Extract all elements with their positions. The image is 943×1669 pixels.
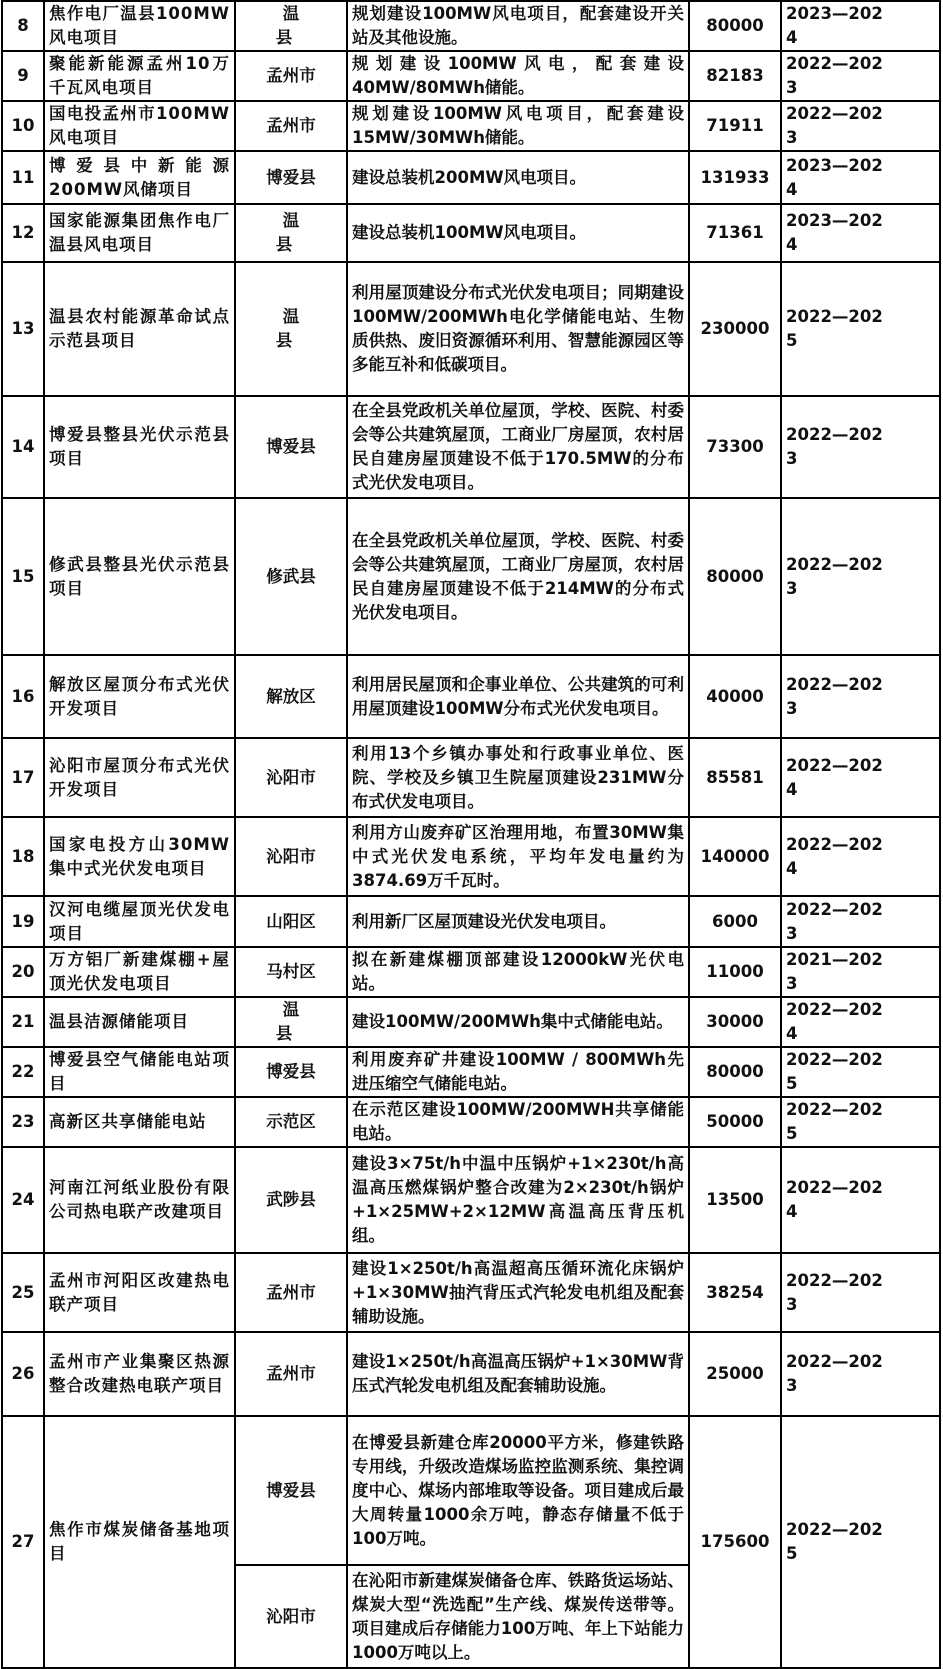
project-name: 博爱县中新能源200MW风储项目	[44, 151, 235, 204]
project-amount: 13500	[689, 1147, 781, 1253]
table-row	[2, 1332, 940, 1416]
row-number: 24	[2, 1147, 44, 1253]
project-period: 2022—202 5	[781, 1416, 940, 1668]
project-area: 孟州市	[235, 101, 347, 151]
row-number: 20	[2, 947, 44, 997]
table-row	[2, 101, 940, 151]
row-number: 10	[2, 101, 44, 151]
project-content: 建设总装机200MW风电项目。	[347, 151, 689, 204]
project-area: 博爱县	[235, 1416, 347, 1565]
project-period: 2021—202 3	[781, 947, 940, 997]
project-period: 2022—202 4	[781, 817, 940, 896]
project-content: 建设3×75t/h中温中压锅炉+1×230t/h高温高压燃煤锅炉整合改建为2×230t/h锅炉+1×25MW+2×12MW高温高压背压机组。	[347, 1147, 689, 1253]
project-area: 温 县	[235, 262, 347, 396]
project-period: 2022—202 5	[781, 262, 940, 396]
row-number: 21	[2, 997, 44, 1047]
row-number: 13	[2, 262, 44, 396]
project-name: 修武县整县光伏示范县项目	[44, 498, 235, 655]
project-area: 温 县	[235, 204, 347, 262]
table-row	[2, 498, 940, 655]
project-period: 2022—202 4	[781, 738, 940, 817]
row-number: 18	[2, 817, 44, 896]
project-period: 2022—202 3	[781, 896, 940, 947]
table-row	[2, 1416, 940, 1565]
row-number: 9	[2, 51, 44, 101]
row-number: 8	[2, 1, 44, 51]
project-period: 2022—202 3	[781, 498, 940, 655]
row-number: 22	[2, 1047, 44, 1097]
table-row	[2, 997, 940, 1047]
project-period: 2022—202 4	[781, 1147, 940, 1253]
project-content: 利用居民屋顶和企事业单位、公共建筑的可利用屋顶建设100MW分布式光伏发电项目。	[347, 655, 689, 738]
project-name: 沁阳市屋顶分布式光伏开发项目	[44, 738, 235, 817]
row-number: 16	[2, 655, 44, 738]
project-name: 汉河电缆屋顶光伏发电项目	[44, 896, 235, 947]
table-row	[2, 655, 940, 738]
table-row	[2, 1147, 940, 1253]
project-amount: 25000	[689, 1332, 781, 1416]
project-period: 2023—202 4	[781, 204, 940, 262]
project-area: 沁阳市	[235, 738, 347, 817]
project-content: 在博爱县新建仓库20000平方米，修建铁路专用线，升级改造煤场监控监测系统、集控调度中心、煤场内部堆取等设备。项目建成后最大周转量1000余万吨，静态存储量不低于100万吨。	[347, 1416, 689, 1565]
project-name: 焦作市煤炭储备基地项目	[44, 1416, 235, 1668]
project-amount: 82183	[689, 51, 781, 101]
project-content: 规划建设100MW风电项目，配套建设开关站及其他设施。	[347, 1, 689, 51]
project-name: 温县农村能源革命试点示范县项目	[44, 262, 235, 396]
project-amount: 71911	[689, 101, 781, 151]
project-name: 解放区屋顶分布式光伏开发项目	[44, 655, 235, 738]
project-content: 在全县党政机关单位屋顶，学校、医院、村委会等公共建筑屋顶，工商业厂房屋顶，农村居民自建房屋顶建设不低于214MW的分布式光伏发电项目。	[347, 498, 689, 655]
project-area: 温 县	[235, 1, 347, 51]
project-area: 武陟县	[235, 1147, 347, 1253]
project-content: 利用13个乡镇办事处和行政事业单位、医院、学校及乡镇卫生院屋顶建设231MW分布式伏发电项目。	[347, 738, 689, 817]
project-area: 博爱县	[235, 396, 347, 498]
project-period: 2022—202 3	[781, 396, 940, 498]
project-area: 孟州市	[235, 51, 347, 101]
project-period: 2023—202 4	[781, 151, 940, 204]
project-period: 2022—202 3	[781, 1253, 940, 1332]
project-content: 建设100MW/200MWh集中式储能电站。	[347, 997, 689, 1047]
table-row	[2, 396, 940, 498]
table-row	[2, 738, 940, 817]
project-amount: 71361	[689, 204, 781, 262]
project-area: 解放区	[235, 655, 347, 738]
project-amount: 50000	[689, 1097, 781, 1147]
table-row	[2, 817, 940, 896]
project-amount: 6000	[689, 896, 781, 947]
project-area: 博爱县	[235, 1047, 347, 1097]
project-name: 聚能新能源孟州10万千瓦风电项目	[44, 51, 235, 101]
project-content: 利用废弃矿井建设100MW / 800MWh先进压缩空气储能电站。	[347, 1047, 689, 1097]
project-name: 国家能源集团焦作电厂温县风电项目	[44, 204, 235, 262]
project-amount: 140000	[689, 817, 781, 896]
project-amount: 40000	[689, 655, 781, 738]
project-amount: 80000	[689, 1047, 781, 1097]
project-area: 博爱县	[235, 151, 347, 204]
project-content: 利用方山废弃矿区治理用地，布置30MW集中式光伏发电系统，平均年发电量约为3874.69万千瓦时。	[347, 817, 689, 896]
table-row	[2, 1047, 940, 1097]
project-amount: 131933	[689, 151, 781, 204]
project-content: 规划建设100MW风电项目，配套建设15MW/30MWh储能。	[347, 101, 689, 151]
row-number: 27	[2, 1416, 44, 1668]
project-content: 在全县党政机关单位屋顶，学校、医院、村委会等公共建筑屋顶，工商业厂房屋顶，农村居民自建房屋顶建设不低于170.5MW的分布式光伏发电项目。	[347, 396, 689, 498]
project-amount: 73300	[689, 396, 781, 498]
project-area: 孟州市	[235, 1332, 347, 1416]
table-row	[2, 1097, 940, 1147]
project-content: 利用屋顶建设分布式光伏发电项目；同期建设100MW/200MWh电化学储能电站、生物质供热、废旧资源循环利用、智慧能源园区等多能互补和低碳项目。	[347, 262, 689, 396]
project-name: 国家电投方山30MW集中式光伏发电项目	[44, 817, 235, 896]
row-number: 23	[2, 1097, 44, 1147]
project-period: 2022—202 5	[781, 1097, 940, 1147]
project-period: 2022—202 3	[781, 1332, 940, 1416]
project-area: 沁阳市	[235, 1565, 347, 1668]
row-number: 19	[2, 896, 44, 947]
project-area: 温 县	[235, 997, 347, 1047]
project-period: 2022—202 3	[781, 655, 940, 738]
project-name: 孟州市产业集聚区热源整合改建热电联产项目	[44, 1332, 235, 1416]
table-row	[2, 204, 940, 262]
project-period: 2022—202 3	[781, 101, 940, 151]
project-area: 修武县	[235, 498, 347, 655]
table-row	[2, 1253, 940, 1332]
row-number: 25	[2, 1253, 44, 1332]
project-amount: 80000	[689, 1, 781, 51]
project-amount: 38254	[689, 1253, 781, 1332]
project-name: 博爱县整县光伏示范县项目	[44, 396, 235, 498]
project-amount: 85581	[689, 738, 781, 817]
project-content: 建设总装机100MW风电项目。	[347, 204, 689, 262]
table-row	[2, 947, 940, 997]
project-period: 2023—202 4	[781, 1, 940, 51]
project-area: 沁阳市	[235, 817, 347, 896]
table-row	[2, 151, 940, 204]
project-amount: 30000	[689, 997, 781, 1047]
table-row	[2, 51, 940, 101]
project-content: 在示范区建设100MW/200MWH共享储能电站。	[347, 1097, 689, 1147]
project-name: 河南江河纸业股份有限公司热电联产改建项目	[44, 1147, 235, 1253]
project-period: 2022—202 3	[781, 51, 940, 101]
project-name: 焦作电厂温县100MW风电项目	[44, 1, 235, 51]
table-row	[2, 262, 940, 396]
project-amount: 175600	[689, 1416, 781, 1668]
project-content: 建设1×250t/h高温超高压循环流化床锅炉+1×30MW抽汽背压式汽轮发电机组及配套辅助设施。	[347, 1253, 689, 1332]
project-area: 示范区	[235, 1097, 347, 1147]
project-name: 国电投孟州市100MW风电项目	[44, 101, 235, 151]
project-amount: 11000	[689, 947, 781, 997]
project-name: 温县洁源储能项目	[44, 997, 235, 1047]
project-content: 在沁阳市新建煤炭储备仓库、铁路货运场站、煤炭大型“洗选配”生产线、煤炭传送带等。项目建成后存储能力100万吨、年上下站能力1000万吨以上。	[347, 1565, 689, 1668]
project-name: 孟州市河阳区改建热电联产项目	[44, 1253, 235, 1332]
project-amount: 80000	[689, 498, 781, 655]
table-row	[2, 896, 940, 947]
row-number: 12	[2, 204, 44, 262]
table-row	[2, 1, 940, 51]
project-period: 2022—202 4	[781, 997, 940, 1047]
project-name: 万方铝厂新建煤棚+屋顶光伏发电项目	[44, 947, 235, 997]
project-content: 规划建设100MW风电，配套建设40MW/80MWh储能。	[347, 51, 689, 101]
project-area: 马村区	[235, 947, 347, 997]
project-name: 博爱县空气储能电站项目	[44, 1047, 235, 1097]
row-number: 15	[2, 498, 44, 655]
row-number: 26	[2, 1332, 44, 1416]
project-area: 山阳区	[235, 896, 347, 947]
project-content: 建设1×250t/h高温高压锅炉+1×30MW背压式汽轮发电机组及配套辅助设施。	[347, 1332, 689, 1416]
project-area: 孟州市	[235, 1253, 347, 1332]
row-number: 14	[2, 396, 44, 498]
project-period: 2022—202 5	[781, 1047, 940, 1097]
project-content: 拟在新建煤棚顶部建设12000kW光伏电站。	[347, 947, 689, 997]
project-table	[1, 0, 941, 1669]
row-number: 17	[2, 738, 44, 817]
row-number: 11	[2, 151, 44, 204]
project-amount: 230000	[689, 262, 781, 396]
project-name: 高新区共享储能电站	[44, 1097, 235, 1147]
project-content: 利用新厂区屋顶建设光伏发电项目。	[347, 896, 689, 947]
